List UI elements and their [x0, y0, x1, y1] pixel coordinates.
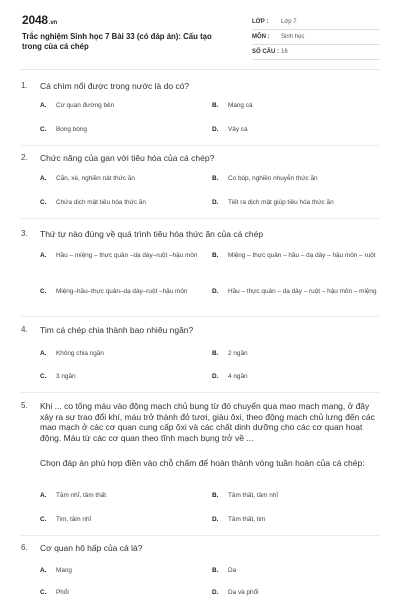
- question-number: 4.: [21, 325, 28, 334]
- question-text: Tim cá chép chia thành bao nhiêu ngăn?: [40, 325, 194, 335]
- option-d[interactable]: D. Da và phổi: [212, 589, 259, 596]
- option-c[interactable]: C. 3 ngăn: [40, 373, 76, 380]
- question-divider: [20, 145, 380, 146]
- question-number: 5.: [21, 401, 28, 410]
- question-text: Khi ... co tống máu vào động mạch chủ bụng từ đó chuyển qua mao mạch mang, ở đây xảy ra sự trao đổi khí, máu trở thành đỏ tươi, giàu ôxi, theo động mạch chủ lưng đến các mao mạch ở các cơ quan cung cấp ôxi và các chất dinh dưỡng cho các cơ quan hoạt động. Máu từ các cơ quan theo tĩnh mạch bụng trở về ...: [40, 401, 375, 443]
- option-d[interactable]: D. Vây cá: [212, 126, 248, 133]
- meta-row-subject: [252, 30, 380, 45]
- option-c[interactable]: C. Chứa dịch mật tiêu hóa thức ăn: [40, 199, 146, 206]
- meta-row-count: [252, 45, 380, 60]
- option-b[interactable]: B. 2 ngăn: [212, 350, 248, 357]
- meta-table: [252, 15, 380, 60]
- question-divider: [20, 535, 380, 536]
- option-d[interactable]: D. Hầu – thực quản – dạ dày – ruột – hậu môn – miệng: [212, 288, 377, 295]
- option-a[interactable]: A. Không chia ngăn: [40, 350, 104, 357]
- option-c[interactable]: C. Bong bóng: [40, 126, 87, 133]
- question-text: Cá chìm nổi được trong nước là do có?: [40, 81, 190, 91]
- option-a[interactable]: A. Mang: [40, 567, 72, 574]
- option-d[interactable]: D. Tâm thất, tim: [212, 516, 266, 523]
- meta-value: Sinh học: [281, 34, 305, 40]
- site-logo[interactable]: 2048.vn: [22, 13, 57, 27]
- document-title: Trắc nghiệm Sinh học 7 Bài 33 (có đáp án): Cấu tạo trong của cá chép: [22, 32, 212, 51]
- question-divider: [20, 316, 380, 317]
- page-header: [0, 0, 400, 70]
- option-b[interactable]: B. Tâm thất, tâm nhĩ: [212, 492, 279, 499]
- meta-key: SỐ CÂU :: [252, 49, 279, 55]
- option-d[interactable]: D. Tiết ra dịch mật giúp tiêu hóa thức ăn: [212, 199, 334, 206]
- question-divider: [20, 218, 380, 219]
- meta-value: Lớp 7: [281, 19, 297, 25]
- question-text: Cơ quan hô hấp của cá là?: [40, 543, 143, 553]
- option-c[interactable]: C. Miệng–hầu–thực quản–dạ dày–ruột –hậu môn: [40, 288, 188, 295]
- meta-row-class: [252, 15, 380, 30]
- option-a[interactable]: A. Cơ quan đường bên: [40, 102, 115, 109]
- option-d[interactable]: D. 4 ngăn: [212, 373, 248, 380]
- question-text: Thứ tự nào đúng về quá trình tiêu hóa thức ăn của cá chép: [40, 229, 264, 239]
- meta-key: MÔN :: [252, 34, 270, 40]
- option-a[interactable]: A. Cắn, xé, nghiền nát thức ăn: [40, 175, 135, 182]
- meta-key: LỚP :: [252, 19, 269, 25]
- option-b[interactable]: B. Da: [212, 567, 237, 574]
- option-b[interactable]: B. Miệng – thực quản – hầu – dạ dày – hậu môn – ruột: [212, 252, 376, 259]
- question-divider: [20, 392, 380, 393]
- option-c[interactable]: C. Tim, tâm nhĩ: [40, 516, 92, 523]
- question-number: 2.: [21, 153, 28, 162]
- question-number: 3.: [21, 229, 28, 238]
- option-a[interactable]: A. Tâm nhĩ, tâm thất: [40, 492, 107, 499]
- question-text: Chức năng của gan với tiêu hóa của cá chép?: [40, 153, 215, 163]
- meta-value: 16: [281, 49, 288, 55]
- question-number: 6.: [21, 543, 28, 552]
- option-b[interactable]: B. Co bóp, nghiền nhuyễn thức ăn: [212, 175, 318, 182]
- header-divider: [20, 69, 380, 70]
- option-a[interactable]: A. Hầu – miệng – thực quản –dạ dày–ruột –hậu môn: [40, 252, 198, 259]
- option-c[interactable]: C. Phổi: [40, 589, 69, 596]
- question-number: 1.: [21, 81, 28, 90]
- option-b[interactable]: B. Mang cá: [212, 102, 253, 109]
- question-prompt: Chọn đáp án phù hợp điền vào chỗ chấm để hoàn thành vòng tuần hoàn của cá chép:: [40, 458, 365, 468]
